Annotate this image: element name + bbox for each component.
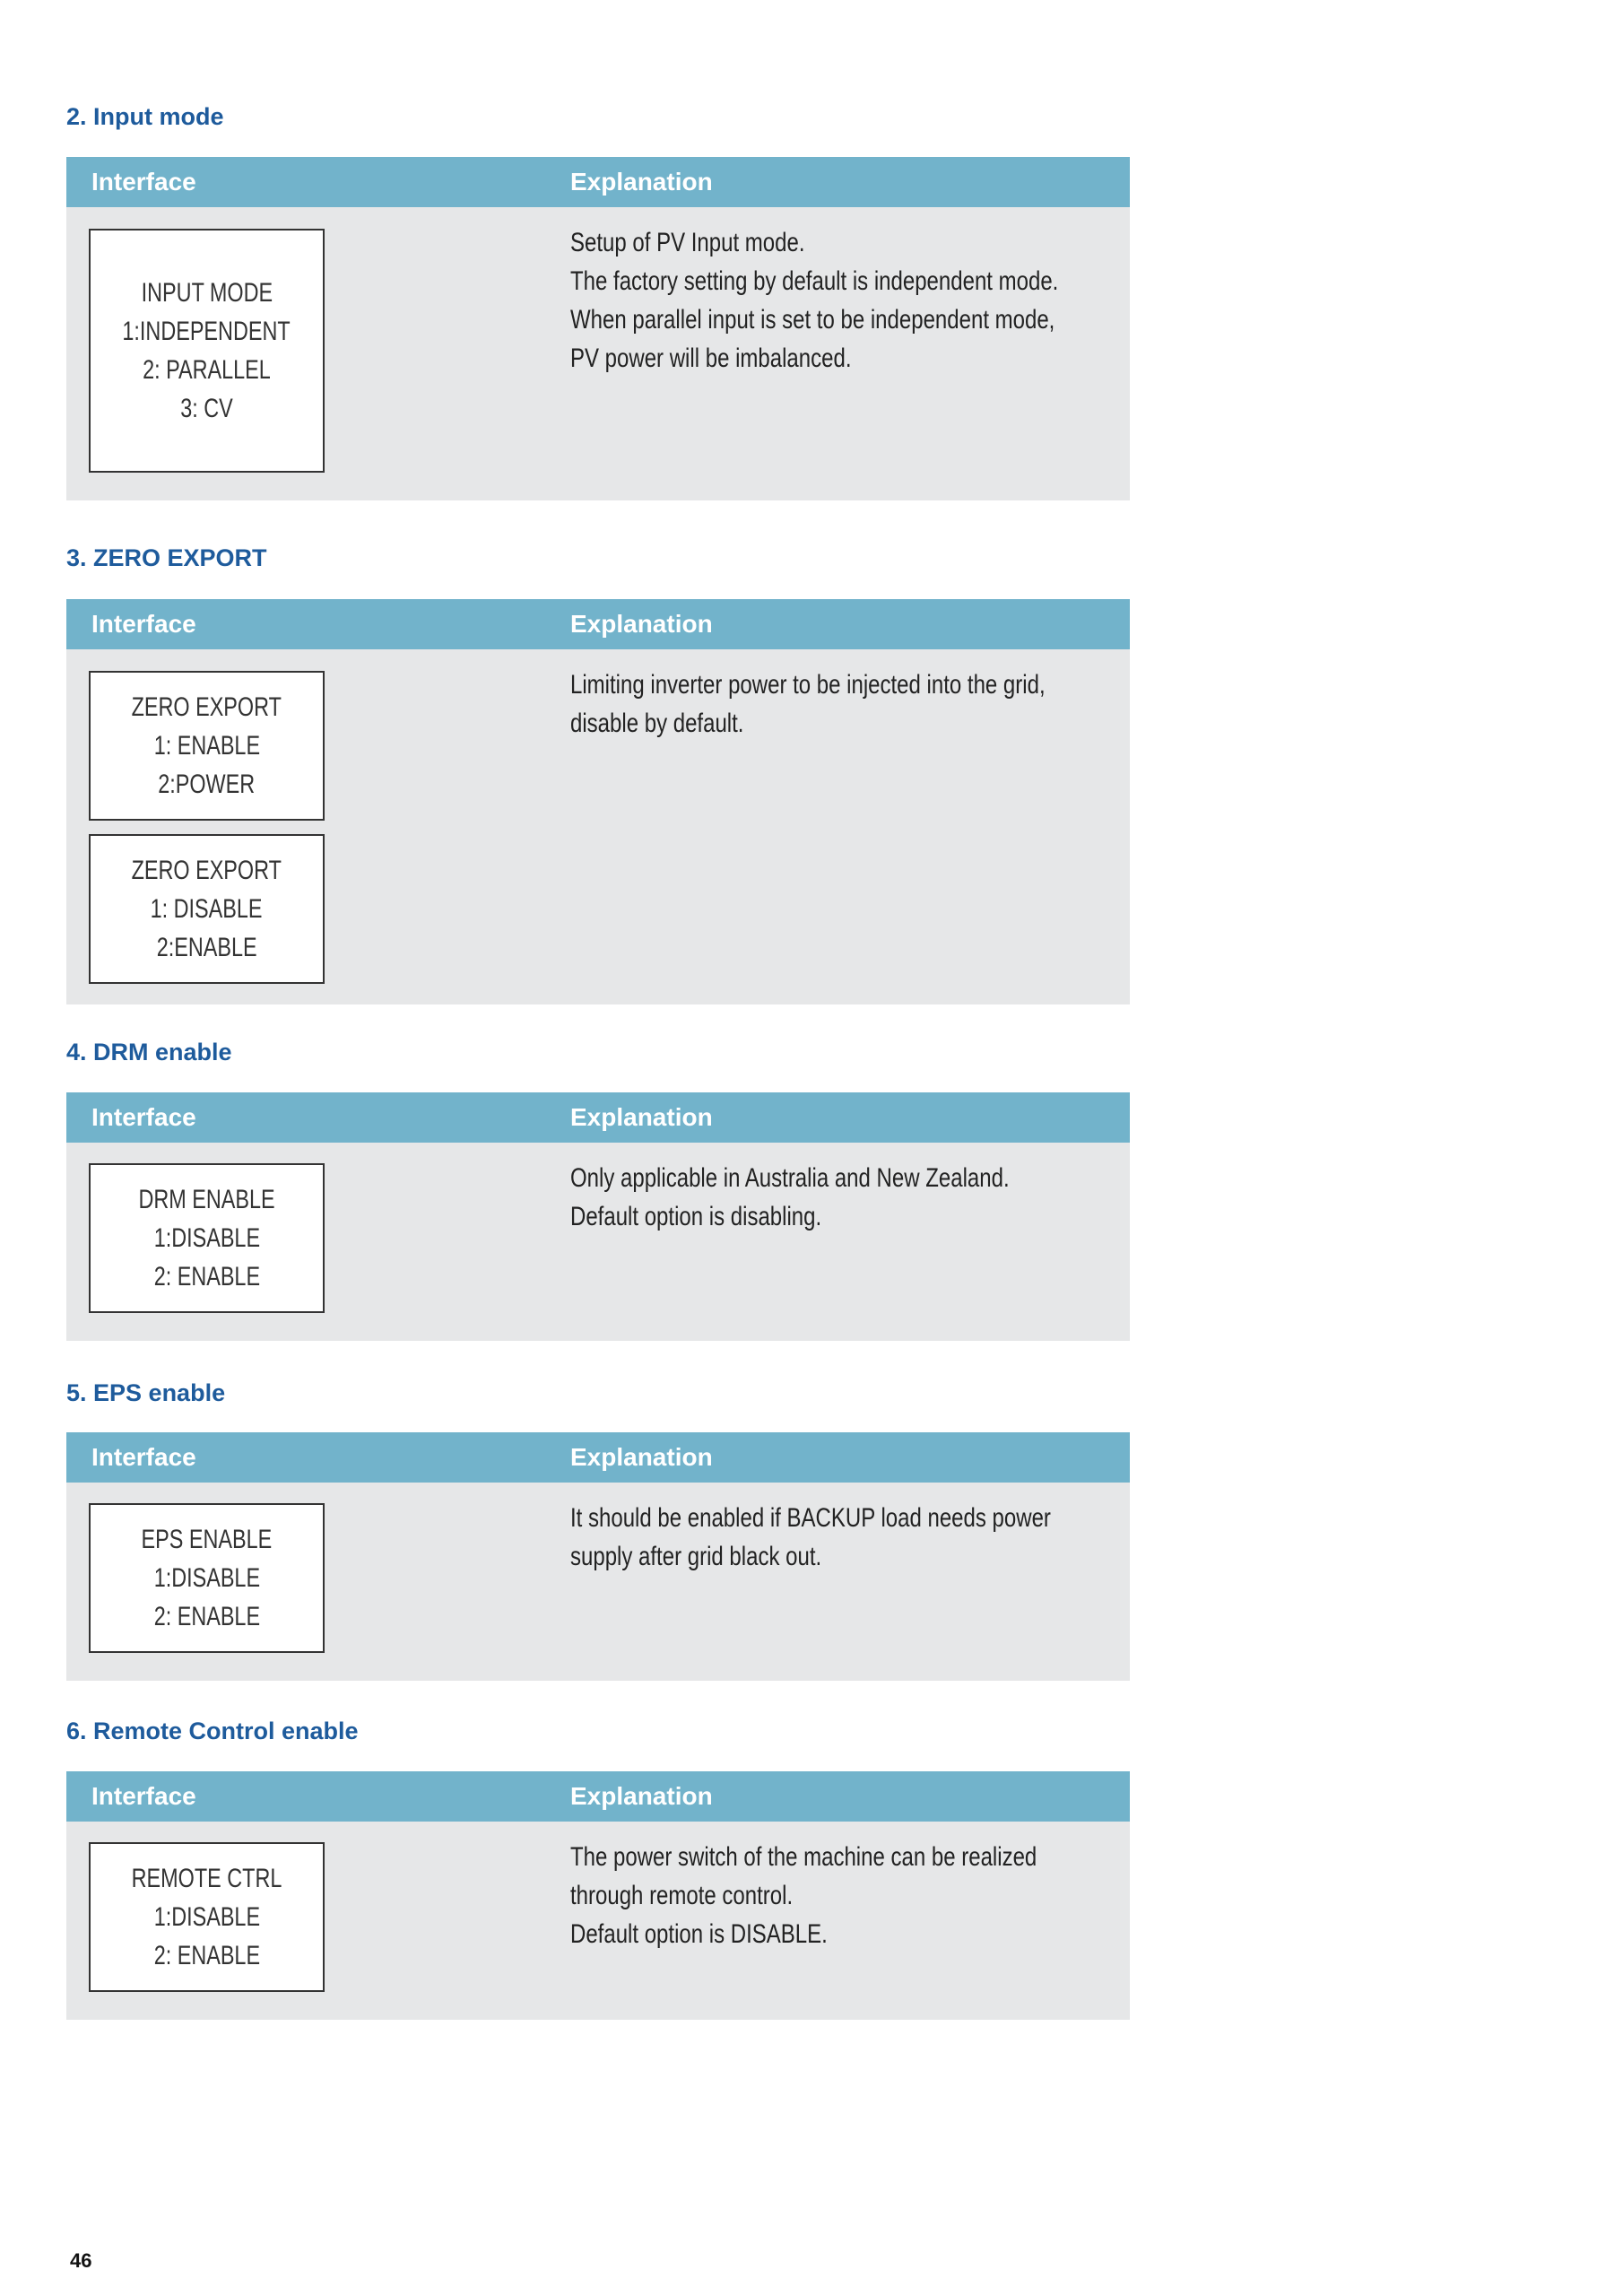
explanation-header: Explanation (570, 168, 713, 196)
explanation-header: Explanation (570, 610, 713, 638)
lcd-line: 2: PARALLEL (143, 355, 271, 385)
settings-table (66, 599, 1130, 1004)
table-body (66, 1143, 1130, 1341)
section-title: 4. DRM enable (66, 1039, 232, 1065)
lcd-line: 1:DISABLE (153, 1223, 260, 1253)
table-header (66, 1771, 1130, 1822)
lcd-line: 2:ENABLE (156, 933, 257, 962)
explanation-line: It should be enabled if BACKUP load needs power (570, 1503, 1051, 1533)
section-title: 5. EPS enable (66, 1379, 226, 1406)
settings-table (66, 157, 1130, 500)
explanation-text (570, 223, 1117, 378)
explanation-header: Explanation (570, 1782, 713, 1810)
lcd-line: 1:DISABLE (153, 1902, 260, 1932)
section-input-mode (66, 99, 1130, 500)
section-drm-enable (66, 1034, 1130, 1341)
explanation-line: Default option is DISABLE. (570, 1919, 828, 1949)
settings-table (66, 1771, 1130, 2020)
lcd-screen (89, 1163, 325, 1313)
lcd-line: ZERO EXPORT (131, 856, 282, 885)
lcd-line: 2: ENABLE (153, 1262, 260, 1292)
lcd-screen (89, 834, 325, 984)
lcd-line: INPUT MODE (141, 278, 273, 308)
section-eps-enable (66, 1375, 1130, 1681)
table-body (66, 1483, 1130, 1681)
explanation-line: Default option is disabling. (570, 1202, 822, 1231)
explanation-header: Explanation (570, 1103, 713, 1131)
explanation-text (570, 1499, 1117, 1576)
lcd-line: REMOTE CTRL (131, 1864, 282, 1893)
table-header (66, 599, 1130, 649)
explanation-line: Limiting inverter power to be injected into the grid, (570, 670, 1046, 700)
explanation-line: disable by default. (570, 709, 744, 738)
interface-header: Interface (91, 610, 196, 638)
lcd-line: ZERO EXPORT (131, 692, 282, 722)
table-body (66, 207, 1130, 500)
explanation-line: through remote control. (570, 1881, 794, 1910)
section-zero-export (66, 540, 1130, 1004)
lcd-screen (89, 1503, 325, 1653)
interface-header: Interface (91, 1103, 196, 1131)
explanation-line: The power switch of the machine can be realized (570, 1842, 1037, 1872)
table-header (66, 1432, 1130, 1483)
explanation-line: When parallel input is set to be independent mode, (570, 305, 1055, 335)
settings-table (66, 1092, 1130, 1341)
section-title: 2. Input mode (66, 103, 224, 130)
lcd-line: EPS ENABLE (141, 1525, 273, 1554)
table-body (66, 649, 1130, 1004)
page-number: 46 (70, 2249, 92, 2272)
table-body (66, 1822, 1130, 2020)
lcd-line: 1:DISABLE (153, 1563, 260, 1593)
section-title: 6. Remote Control enable (66, 1718, 359, 1744)
lcd-line: 2:POWER (158, 770, 256, 799)
table-header (66, 157, 1130, 207)
explanation-text (570, 1838, 1117, 1953)
interface-header: Interface (91, 1443, 196, 1471)
lcd-line: 3: CV (180, 394, 233, 423)
lcd-line: 1:INDEPENDENT (122, 317, 291, 346)
explanation-line: Only applicable in Australia and New Zealand. (570, 1163, 1010, 1193)
explanation-text (570, 665, 1117, 743)
section-remote-control-enable (66, 1713, 1130, 2020)
explanation-line: PV power will be imbalanced. (570, 344, 852, 373)
lcd-screen (89, 229, 325, 473)
lcd-line: 1: DISABLE (151, 894, 263, 924)
lcd-line: 2: ENABLE (153, 1941, 260, 1970)
settings-table (66, 1432, 1130, 1681)
explanation-line: supply after grid black out. (570, 1542, 822, 1571)
explanation-header: Explanation (570, 1443, 713, 1471)
interface-header: Interface (91, 1782, 196, 1810)
table-header (66, 1092, 1130, 1143)
lcd-screen (89, 671, 325, 821)
lcd-line: 2: ENABLE (153, 1602, 260, 1631)
explanation-text (570, 1159, 1117, 1236)
explanation-line: Setup of PV Input mode. (570, 228, 805, 257)
lcd-line: 1: ENABLE (153, 731, 260, 761)
section-title: 3. ZERO EXPORT (66, 544, 267, 571)
interface-header: Interface (91, 168, 196, 196)
lcd-screen (89, 1842, 325, 1992)
lcd-line: DRM ENABLE (138, 1185, 275, 1214)
explanation-line: The factory setting by default is independent mode. (570, 266, 1059, 296)
